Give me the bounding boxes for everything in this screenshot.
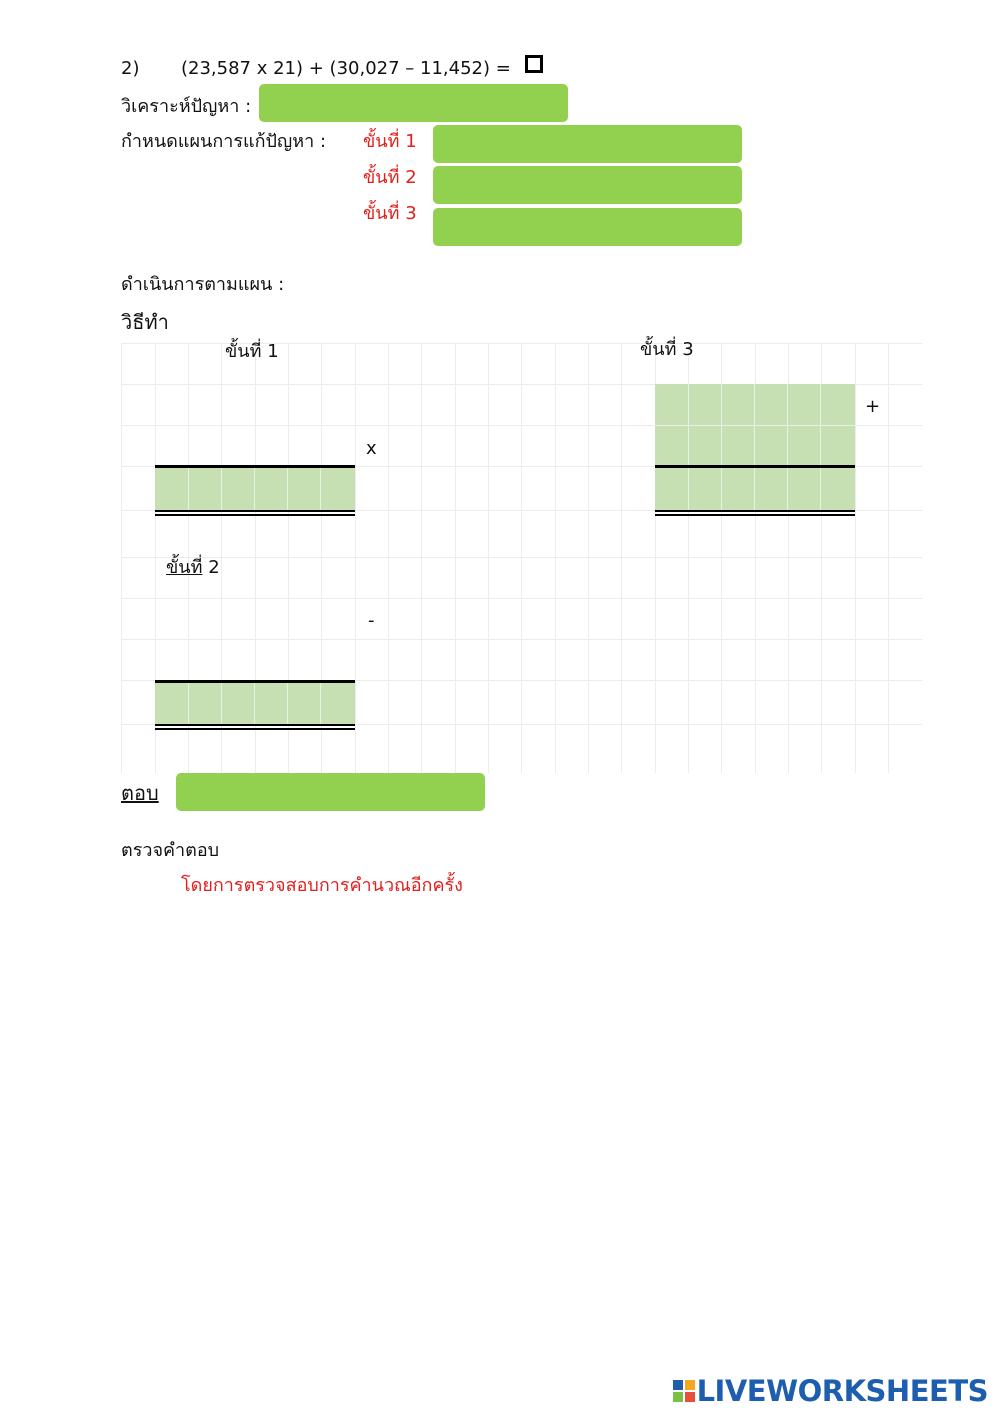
addend-digit-cell[interactable] <box>689 426 722 465</box>
plan-step-1-input[interactable] <box>433 125 742 163</box>
logo-mark-icon <box>673 1380 695 1402</box>
result-digit-cell[interactable] <box>222 468 255 510</box>
analyze-label: วิเคราะห์ปัญหา : <box>121 96 252 117</box>
step-1-double-rule-b <box>155 514 355 516</box>
result-digit-cell[interactable] <box>189 468 222 510</box>
method-step-2-number: 2 <box>208 557 220 578</box>
addend-digit-cell[interactable] <box>755 426 788 465</box>
result-digit-cell[interactable] <box>255 468 288 510</box>
step-2-double-rule-b <box>155 728 355 730</box>
method-step-2-word: ขั้นที่ <box>166 557 203 578</box>
add-sign: + <box>865 396 881 417</box>
result-digit-cell[interactable] <box>821 468 855 510</box>
answer-input[interactable] <box>176 773 485 811</box>
result-digit-cell[interactable] <box>222 683 255 724</box>
plan-label: กำหนดแผนการแก้ปัญหา : <box>121 131 327 152</box>
addend-digit-cell[interactable] <box>821 426 855 465</box>
step-3-double-rule-a <box>655 510 855 512</box>
plan-step-1-label: ขั้นที่ 1 <box>363 131 417 152</box>
result-digit-cell[interactable] <box>689 468 722 510</box>
problem-number: 2) <box>121 58 140 79</box>
plan-step-2-label: ขั้นที่ 2 <box>363 167 417 188</box>
result-digit-cell[interactable] <box>155 683 189 724</box>
answer-placeholder-square <box>525 55 543 73</box>
step-1-double-rule-a <box>155 510 355 512</box>
result-digit-cell[interactable] <box>755 468 788 510</box>
analyze-input[interactable] <box>259 84 568 122</box>
addend-digit-cell[interactable] <box>755 384 788 425</box>
plan-step-2-input[interactable] <box>433 166 742 204</box>
addend-digit-cell[interactable] <box>655 426 689 465</box>
method-step-1-label: ขั้นที่ 1 <box>225 341 279 362</box>
result-digit-cell[interactable] <box>255 683 288 724</box>
execute-label: ดำเนินการตามแผน : <box>121 274 285 295</box>
result-digit-cell[interactable] <box>189 683 222 724</box>
result-digit-cell[interactable] <box>655 468 689 510</box>
check-label: ตรวจคำตอบ <box>121 840 220 861</box>
subtract-sign: - <box>368 610 375 631</box>
plan-step-3-label: ขั้นที่ 3 <box>363 203 417 224</box>
addend-digit-cell[interactable] <box>722 384 755 425</box>
addend-digit-cell[interactable] <box>788 426 821 465</box>
result-digit-cell[interactable] <box>321 468 355 510</box>
plan-step-3-input[interactable] <box>433 208 742 246</box>
method-step-2-label <box>166 557 220 579</box>
addend-digit-cell[interactable] <box>821 384 855 425</box>
addend-digit-cell[interactable] <box>655 384 689 425</box>
method-step-3-label: ขั้นที่ 3 <box>640 339 694 360</box>
result-digit-cell[interactable] <box>288 468 321 510</box>
addend-digit-cell[interactable] <box>788 384 821 425</box>
method-label: วิธีทำ <box>121 310 169 334</box>
liveworksheets-logo <box>673 1374 988 1408</box>
answer-label: ตอบ <box>121 781 159 805</box>
result-digit-cell[interactable] <box>722 468 755 510</box>
result-digit-cell[interactable] <box>321 683 355 724</box>
check-note: โดยการตรวจสอบการคำนวณอีกครั้ง <box>181 875 463 896</box>
addend-digit-cell[interactable] <box>722 426 755 465</box>
logo-text: LIVEWORKSHEETS <box>696 1374 988 1408</box>
step-3-double-rule-b <box>655 514 855 516</box>
addend-digit-cell[interactable] <box>689 384 722 425</box>
problem-expression: (23,587 x 21) + (30,027 – 11,452) = <box>181 58 511 79</box>
result-digit-cell[interactable] <box>288 683 321 724</box>
result-digit-cell[interactable] <box>155 468 189 510</box>
step-2-double-rule-a <box>155 724 355 726</box>
result-digit-cell[interactable] <box>788 468 821 510</box>
multiply-sign: x <box>366 438 377 459</box>
